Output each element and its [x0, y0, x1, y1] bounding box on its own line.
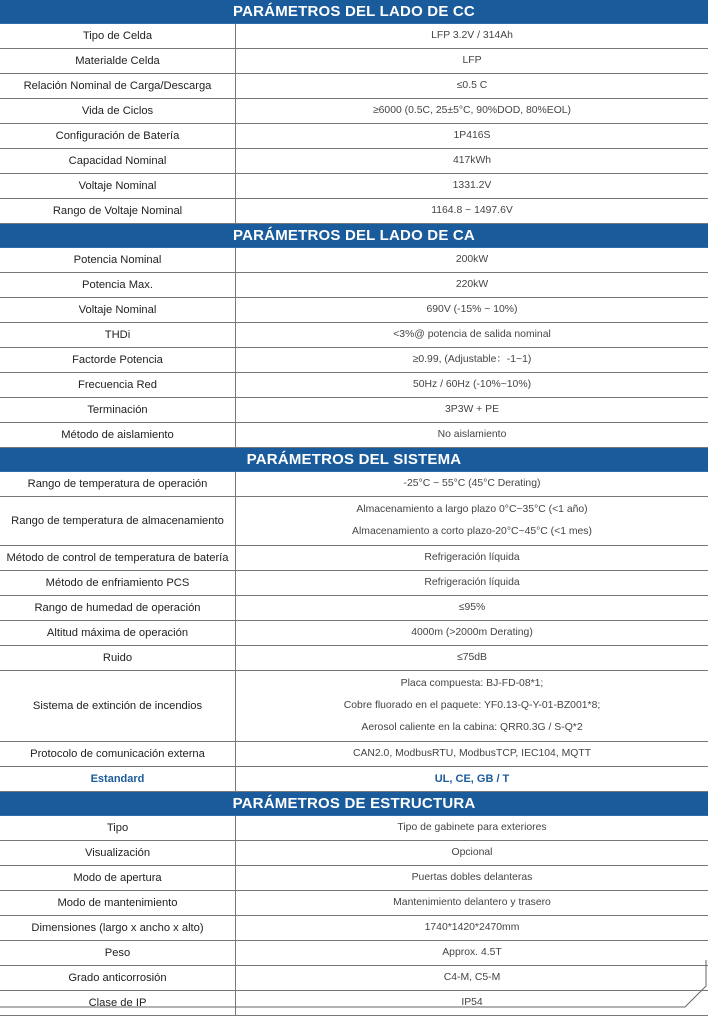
param-label: Estandard [0, 767, 236, 791]
param-label: Capacidad Nominal [0, 149, 236, 173]
param-value-line: 1331.2V [452, 180, 492, 191]
section-header: PARÁMETROS DEL SISTEMA [0, 448, 708, 472]
param-value-line: Aerosol caliente en la cabina: QRR0.3G / S-Q*2 [361, 722, 583, 733]
param-label: Voltaje Nominal [0, 174, 236, 198]
param-label: Potencia Max. [0, 273, 236, 297]
param-label: Rango de humedad de operación [0, 596, 236, 620]
param-value-line: 1164.8 ~ 1497.6V [431, 205, 513, 216]
param-label: Grado anticorrosión [0, 966, 236, 990]
param-label: Terminación [0, 398, 236, 422]
param-label: Tipo de Celda [0, 24, 236, 48]
param-value-line: LFP [462, 55, 482, 66]
param-label: Rango de Voltaje Nominal [0, 199, 236, 223]
param-label: Peso [0, 941, 236, 965]
param-label: Relación Nominal de Carga/Descarga [0, 74, 236, 98]
param-label: Rango de temperatura de operación [0, 472, 236, 496]
param-value-line: 50Hz / 60Hz (-10%~10%) [412, 379, 532, 390]
param-value-line: Almacenamiento a corto plazo-20°C~45°C (<1 mes) [352, 526, 592, 537]
param-value-line: C4-M, C5-M [443, 972, 501, 983]
param-value-line: 200kW [455, 254, 489, 265]
param-label: Protocolo de comunicación externa [0, 742, 236, 766]
param-value-line: <3%@ potencia de salida nominal [393, 329, 551, 340]
param-value-line: Almacenamiento a largo plazo 0°C~35°C (<1 año) [356, 504, 588, 515]
param-value-line: ≥6000 (0.5C, 25±5°C, 90%DOD, 80%EOL) [372, 105, 572, 116]
param-value-line: 417kWh [452, 155, 492, 166]
param-value-line: Placa compuesta: BJ-FD-08*1; [400, 678, 544, 689]
param-label: Sistema de extinción de incendios [0, 671, 236, 741]
param-value-line: UL, CE, GB / T [434, 773, 510, 785]
param-label: Visualización [0, 841, 236, 865]
param-label: Rango de temperatura de almacenamiento [0, 497, 236, 545]
param-value-line: Puertas dobles delanteras [411, 872, 533, 883]
param-value-line: Cobre fluorado en el paquete: YF0.13-Q-Y-01-BZ001*8; [343, 700, 601, 711]
param-label: Método de control de temperatura de batería [0, 546, 236, 570]
param-label: Modo de mantenimiento [0, 891, 236, 915]
param-label: Materialde Celda [0, 49, 236, 73]
section-header: PARÁMETROS DEL LADO DE CC [0, 0, 708, 24]
param-label: Modo de apertura [0, 866, 236, 890]
param-label: Voltaje Nominal [0, 298, 236, 322]
param-value-line: Mantenimiento delantero y trasero [393, 897, 551, 908]
param-value-line: Approx. 4.5T [442, 947, 502, 958]
param-label: Método de aislamiento [0, 423, 236, 447]
param-label: Frecuencia Red [0, 373, 236, 397]
param-value-line: LFP 3.2V / 314Ah [431, 30, 513, 41]
param-label: Altitud máxima de operación [0, 621, 236, 645]
param-label: Potencia Nominal [0, 248, 236, 272]
param-value-line: ≥0.99, (Adjustable：-1~1) [412, 354, 532, 365]
param-value-line: ≤0.5 C [456, 80, 488, 91]
param-value-line: 690V (-15% ~ 10%) [426, 304, 518, 315]
param-value-line: 220kW [455, 279, 489, 290]
param-value-line: Refrigeración líquida [424, 552, 520, 563]
param-value-line: 1740*1420*2470mm [424, 922, 520, 933]
param-value-line: -25°C ~ 55°C (45°C Derating) [403, 478, 541, 489]
param-value-line: IP54 [461, 997, 483, 1008]
param-value-line: No aislamiento [437, 429, 507, 440]
param-value-line: CAN2.0, ModbusRTU, ModbusTCP, IEC104, MQTT [352, 748, 592, 759]
param-value-line: Tipo de gabinete para exteriores [397, 822, 547, 833]
section-header: PARÁMETROS DEL LADO DE CA [0, 224, 708, 248]
param-label: Tipo [0, 816, 236, 840]
param-value-line: 3P3W + PE [445, 404, 499, 415]
param-label: THDi [0, 323, 236, 347]
param-value-line: ≤95% [458, 602, 486, 613]
param-label: Vida de Ciclos [0, 99, 236, 123]
param-label: Dimensiones (largo x ancho x alto) [0, 916, 236, 940]
param-value-line: Refrigeración líquida [424, 577, 520, 588]
param-label: Configuración de Batería [0, 124, 236, 148]
param-value-line: Opcional [451, 847, 493, 858]
section-header: PARÁMETROS DE ESTRUCTURA [0, 792, 708, 816]
param-value-line: 1P416S [453, 130, 491, 141]
param-value-line: ≤75dB [457, 652, 487, 663]
param-value-line: 4000m (>2000m Derating) [411, 627, 533, 638]
param-label: Factorde Potencia [0, 348, 236, 372]
param-label: Clase de IP [0, 991, 236, 1015]
param-label: Ruido [0, 646, 236, 670]
param-label: Método de enfriamiento PCS [0, 571, 236, 595]
